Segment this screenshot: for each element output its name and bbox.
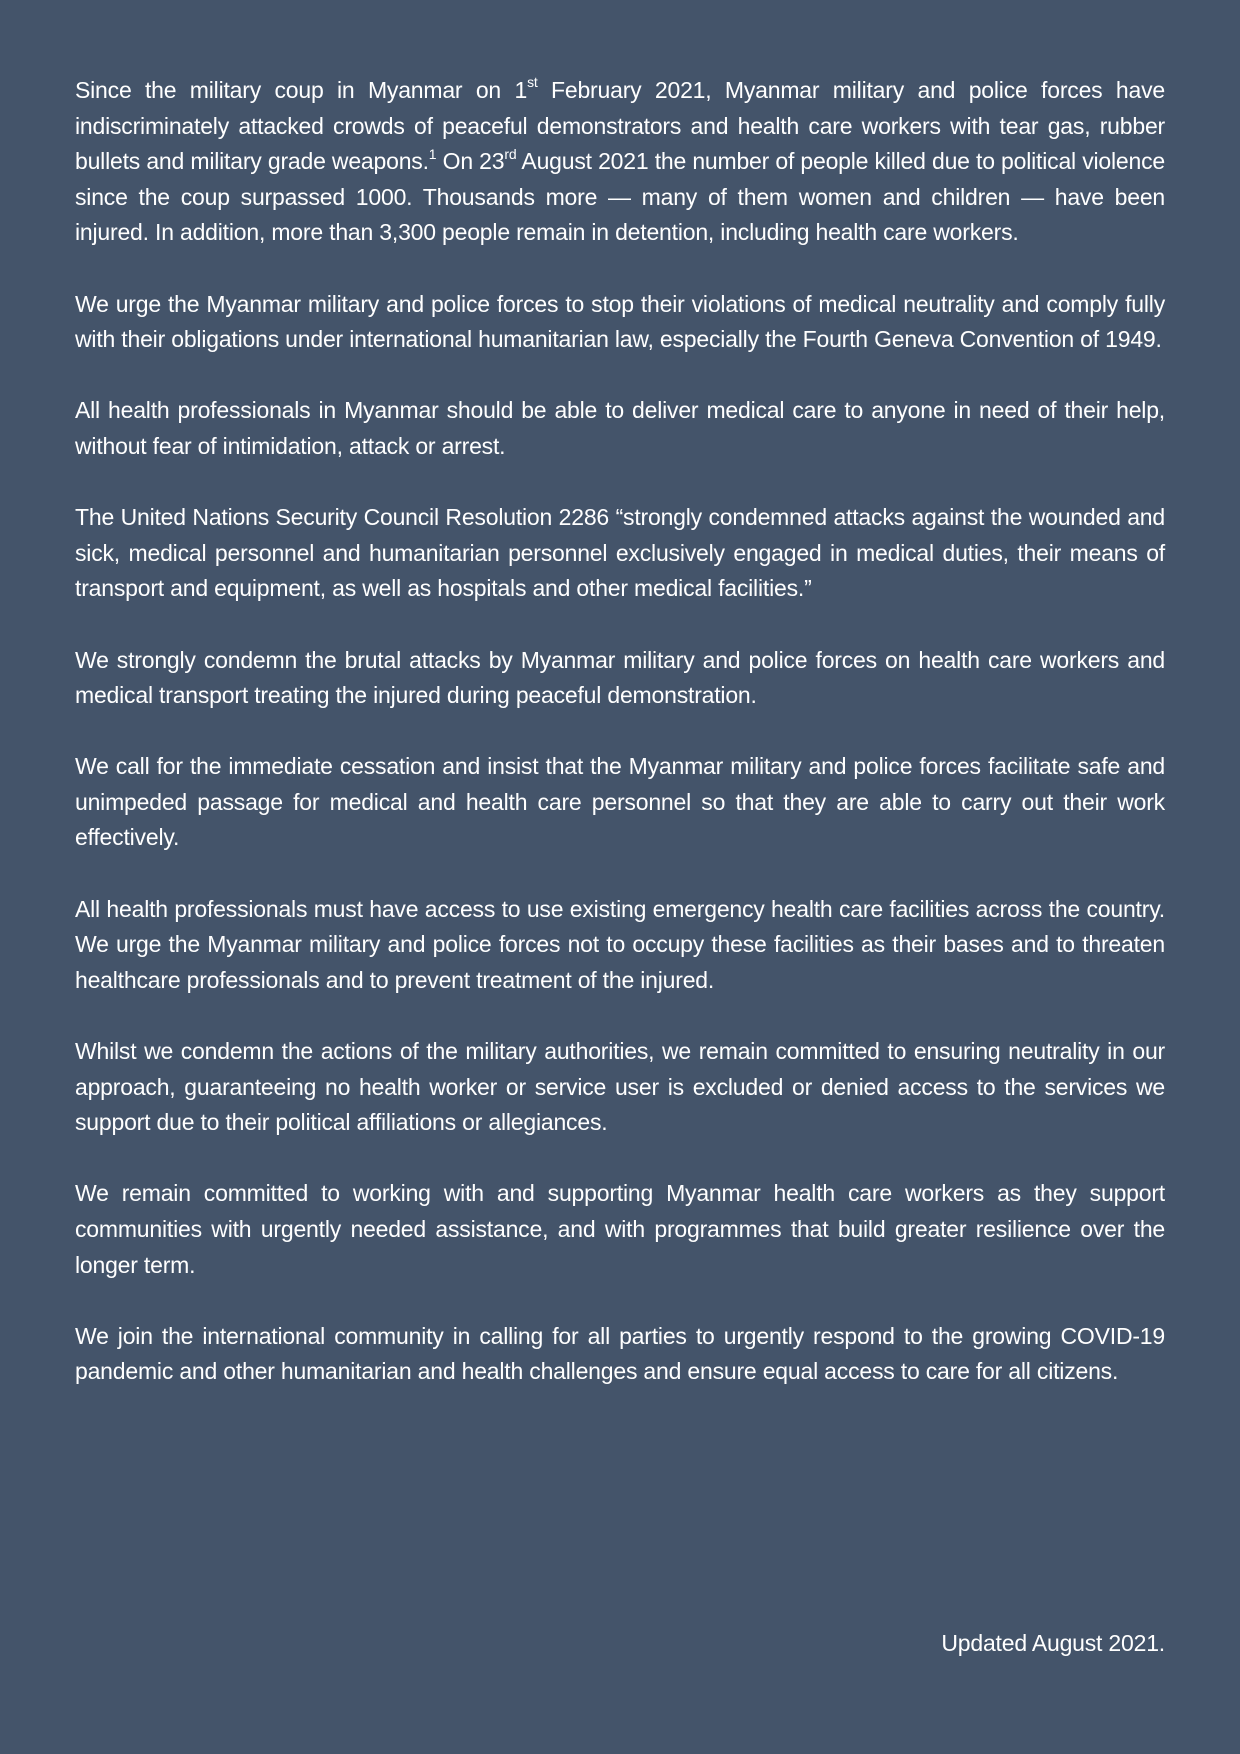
ordinal-suffix-st: st <box>527 74 538 91</box>
paragraph-health-professionals-care: All health professionals in Myanmar should be able to deliver medical care to anyone in need of their help, without fear of intimidation, attack or arrest. <box>75 397 1165 459</box>
intro-text-b: February 2021, Myanmar military and police forces have indiscriminately attacked crowds of peaceful demonstrators and health care workers with tear gas, rubber bullets and military grade weapons. <box>75 77 1165 175</box>
paragraph-facility-access: All health professionals must have access to use existing emergency health care facilities across the country. We urge the Myanmar military and police forces not to occupy these facilities as their bases and to threaten healthcare professionals and to prevent treatment of the injured. <box>75 895 1165 993</box>
paragraph-condemn-attacks: We strongly condemn the brutal attacks by Myanmar military and police forces on health care workers and medical transport treating the injured during peaceful demonstration. <box>75 646 1165 709</box>
ordinal-suffix-rd: rd <box>504 145 517 162</box>
statement-body <box>75 73 1165 1426</box>
intro-text-a: Since the military coup in Myanmar on 1 <box>75 77 528 103</box>
intro-text-d: August 2021 the number of people killed due to political violence since the coup surpassed 1000. Thousands more — many of them women and children — have been injured. In addition, more than 3,300 people remain in detention, including health care workers. <box>75 148 1165 246</box>
intro-text-c: On 23 <box>436 148 505 175</box>
paragraph-intro <box>75 73 1165 251</box>
updated-date-note: Updated August 2021. <box>941 1630 1165 1656</box>
paragraph-call-cessation: We call for the immediate cessation and insist that the Myanmar military and police forces facilitate safe and unimpeded passage for medical and health care personnel so that they are able to carry out their work effectively. <box>75 753 1165 851</box>
paragraph-un-resolution: The United Nations Security Council Resolution 2286 “strongly condemned attacks against the wounded and sick, medical personnel and humanitarian personnel exclusively engaged in medical duties, their means of transport and equipment, as well as hospitals and other medical facilities.” <box>75 504 1165 602</box>
footnote-reference[interactable]: 1 <box>428 145 437 162</box>
paragraph-support-workers: We remain committed to working with and supporting Myanmar health care workers as they support communities with urgently needed assistance, and with programmes that build greater resilience over the longer term. <box>75 1180 1165 1278</box>
paragraph-neutrality-commitment: Whilst we condemn the actions of the military authorities, we remain committed to ensuring neutrality in our approach, guaranteeing no health worker or service user is excluded or denied access to the services we support due to their political affiliations or allegiances. <box>75 1038 1165 1136</box>
paragraph-urge-neutrality: We urge the Myanmar military and police forces to stop their violations of medical neutrality and comply fully with their obligations under international humanitarian law, especially the Fourth Geneva Convention of 1949. <box>75 290 1165 353</box>
paragraph-covid-response: We join the international community in calling for all parties to urgently respond to the growing COVID-19 pandemic and other humanitarian and health challenges and ensure equal access to care for all citizens. <box>75 1322 1165 1385</box>
